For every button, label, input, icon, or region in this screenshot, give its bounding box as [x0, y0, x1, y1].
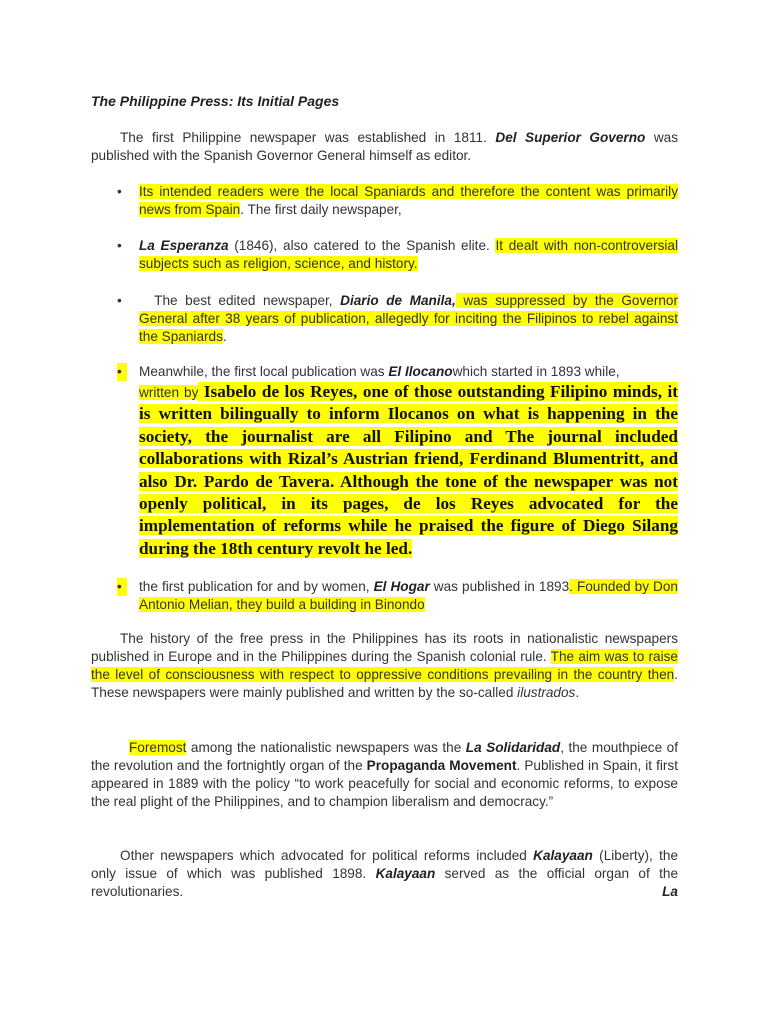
- text: (1846), also catered to the Spanish elite.: [228, 238, 496, 253]
- newspaper-name: Kalayaan: [533, 848, 593, 863]
- bullet-dot: •: [117, 578, 127, 596]
- text: .: [575, 685, 580, 700]
- list-item: [117, 363, 678, 560]
- text: among the nationalistic newspapers was the: [186, 740, 466, 755]
- highlighted-text: The aim was to raise the level of consciousness with respect to oppressive conditions prevailing in the country then: [91, 649, 678, 682]
- text: which started in 1893 while,: [452, 364, 620, 379]
- bullet-dot: •: [117, 184, 122, 199]
- text: served as the official organ of the revolutionaries.: [91, 866, 679, 899]
- highlighted-text: Foremost: [129, 740, 187, 755]
- newspaper-name: Kalayaan: [375, 866, 436, 881]
- text: The first Philippine newspaper was established in 1811.: [120, 130, 487, 145]
- text: .: [222, 329, 227, 344]
- bullet-dot: •: [117, 238, 122, 253]
- movement-name: Propaganda Movement: [366, 758, 517, 773]
- highlighted-text: Its intended readers were the local Spaniards and therefore the content was primarily news from Spain: [139, 184, 678, 217]
- newspaper-name: La: [662, 884, 678, 899]
- italic-term: ilustrados: [517, 685, 576, 700]
- text: the first publication for and by women,: [139, 579, 374, 594]
- list-item: [117, 292, 678, 346]
- text: Meanwhile, the first local publication was: [139, 364, 389, 379]
- text: The history of the free press in the Philippines has its roots in nationalistic newspapers published in Europe and in the Philippines during the Spanish colonial rule.: [91, 631, 678, 664]
- paragraph-intro: [91, 129, 678, 165]
- list-item: [117, 578, 678, 614]
- text: , the mouthpiece of the revolution and the fortnightly organ of the: [91, 740, 678, 773]
- highlighted-text: It dealt with non-controversial subjects such as religion, science, and history.: [139, 238, 678, 271]
- newspaper-name: La Solidaridad: [465, 740, 561, 755]
- bullet-dot: •: [117, 293, 122, 308]
- bullet-dot: •: [117, 363, 127, 381]
- text: was published with the Spanish Governor General himself as editor.: [91, 130, 679, 163]
- newspaper-name: Diario de Manila,: [340, 293, 456, 308]
- text: . The first daily newspaper,: [240, 202, 402, 217]
- newspaper-name: El Hogar: [373, 579, 430, 594]
- text: . These newspapers were mainly published and written by the so-called: [91, 667, 678, 700]
- text: (Liberty), the only issue of which was published 1898.: [91, 848, 679, 881]
- newspaper-name: El Ilocano: [388, 364, 453, 379]
- highlighted-serif-text: Isabelo de los Reyes, one of those outstanding Filipino minds, it is written bilingually to inform Ilocanos on what is happening in the society, the journalist are all Filipino and The journal included collaborations with Rizal’s Austrian friend, Ferdinand Blumentritt, and also Dr. Pardo de Tavera. Although the tone of the newspaper was not openly political, in its pages, de los Reyes advocated for the implementation of reforms while he praised the figure of Diego Silang during the 18th century revolt he led.: [139, 382, 679, 558]
- paragraph-history: [91, 630, 678, 702]
- text: The best edited newspaper,: [139, 293, 341, 308]
- highlighted-text: written by: [139, 385, 199, 400]
- text: Other newspapers which advocated for political reforms included: [120, 848, 534, 863]
- text: . Published in Spain, it first appeared in 1889 with the policy “to work peacefully for social and economic reforms, to expose the real plight of the Philippines, and to champion liberalism and democracy.”: [91, 758, 678, 809]
- newspaper-name: Del Superior Governo: [495, 130, 646, 145]
- paragraph-other-newspapers: [91, 847, 678, 901]
- list-item: [117, 237, 678, 273]
- highlighted-text: . Founded by Don Antonio Melian, they build a building in Binondo: [139, 579, 678, 612]
- paragraph-la-solidaridad: [91, 739, 678, 811]
- text: was published in 1893: [429, 579, 570, 594]
- highlighted-text: was suppressed by the Governor General after 38 years of publication, allegedly for inciting the Filipinos to rebel against the Spaniards: [139, 293, 678, 344]
- list-item: [117, 183, 678, 219]
- document-title: The Philippine Press: Its Initial Pages: [91, 93, 340, 109]
- newspaper-name: La Esperanza: [139, 238, 229, 253]
